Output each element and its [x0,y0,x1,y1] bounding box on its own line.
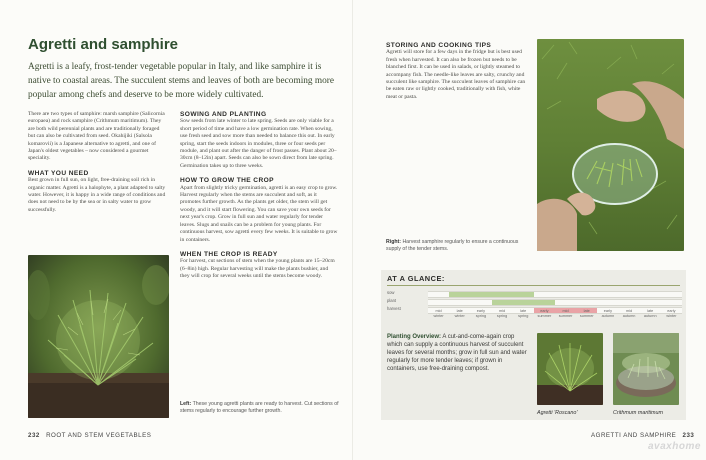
row-label-plant: plant [387,298,397,303]
section-name: AGRETTI AND SAMPHIRE [591,432,677,439]
sow-track [428,291,682,298]
sow-period-bar [449,292,534,297]
at-a-glance-title: AT A GLANCE: [387,274,445,283]
month-label: mid autumn [622,309,636,318]
month-label: late winter [454,309,465,318]
right-folio [591,432,698,439]
month-label: late summer [579,309,594,318]
plant-period-bar [492,300,556,305]
left-folio [28,432,151,439]
intro-paragraph: Agretti is a leafy, frost-tender vegetable popular in Italy, and like samphire it is native to coastal areas. The succulent stems and leaves of both are becoming more popular among chefs and deserve to be more widely cultivated. [28,62,334,100]
storing-column [386,42,531,101]
page-title: Agretti and samphire [28,36,179,53]
grow-text: Apart from slightly tricky germination, agretti is an easy crop to grow. Harvest regularly when the stems are succulent and soft, as it promotes further growth. As the plants get older, the stem will get woody, and it will start flowering. You can save your own seeds for next year's crop. Grow in full sun and water regularly for tender leaves. Slugs and snails can be a problem for young plants. For continuous harvest, sow agretti every few weeks. It is suitable to grow in containers. [180,184,338,243]
month-label: early summer [537,309,552,318]
caption-lead: Left: [180,401,192,407]
agretti-plants-photo [28,255,169,418]
sowing-text: Sow seeds from late winter to late spring. Seeds are only viable for a short period of time and have a low germination rate. When sowing, use fresh seed and sow more than needed to balance this out. In early spring, start the seeds indoors in modules, three or four seeds per module, and plant out after the danger of frost passes. Plant about 20–30cm (8–12in) apart. Seeds can also be sown direct from late spring. Germination takes up to three weeks. [180,118,337,169]
left-column-2 [180,111,338,281]
crithmum-maritimum-photo [613,333,679,405]
row-label-harvest: harvest [387,306,401,311]
storing-text: Agretti will store for a few days in the fridge but is best used fresh when harvested. It can also be frozen but needs to be blanched first. It can be used in salads, or lightly steamed to accompany fish. The needle-like leaves are salty, crunchy and succulent like samphire. The succulent leaves of samphire can be eaten raw or lightly cooked, traditionally with fish, white meat or pasta. [386,49,526,100]
what-you-need-heading: WHAT YOU NEED [28,169,89,177]
month-scale [428,309,682,323]
samphire-harvest-photo [537,39,684,251]
page-number: 232 [28,432,40,439]
sowing-heading: SOWING AND PLANTING [180,111,267,118]
section-name: ROOT AND STEM VEGETABLES [46,432,152,439]
month-label: late autumn [643,309,657,318]
planting-overview [387,333,530,373]
what-you-need-text: Best grown in full sun, on light, free-draining soil rich in organic matter. Agretti is a halophyte, a plant adapted to salty water. However, it is happy in a wide range of conditions and does not need to be by the sea or in salty water to grow successfully. [28,177,166,213]
row-label-sow: sow [387,290,395,295]
overview-text: A cut-and-come-again crop which can supply a continuous harvest of succulent leaves for several months; grow in full sun and water regularly for more tender leaves; if grown in containers, use free-draining compost. [387,334,527,373]
caption-text: Harvest samphire regularly to ensure a continuous supply of the tender stems. [386,239,519,252]
ready-text: For harvest, cut sections of stem when the young plants are 15–20cm (6–8in) high. Regular harvesting will make the plants bushier, and they will crop for several weeks until the stems become woody. [180,258,335,280]
variety-caption-2: Crithmum maritimum [613,410,664,416]
page-number: 233 [682,432,695,439]
left-photo-caption [180,401,340,415]
watermark: avaxhome [648,441,701,452]
caption-lead: Right: [386,239,401,245]
agretti-roscano-photo [537,333,603,405]
overview-lead: Planting Overview: [387,334,442,340]
caption-text: These young agretti plants are ready to harvest. Cut sections of stems regularly to encourage further growth. [180,401,339,414]
month-label: mid summer [558,309,573,318]
left-column-1 [28,111,166,214]
grow-heading: HOW TO GROW THE CROP [180,177,274,185]
month-label: early autumn [601,309,615,318]
month-label: early spring [475,309,487,318]
plant-track [428,299,682,306]
samphire-types-text: There are two types of samphire: marsh samphire (Salicornia europaea) and rock samphire (Crithmum maritimum). They are both wild perennial plants and are traditionally foraged but can also be cultivated from seed. Okahijiki (Salsola komarovii) is a Japanese alternative to agretti, and one of Japan's oldest vegetables – now considered a gourmet speciality. [28,111,165,162]
storing-heading: STORING AND COOKING TIPS [386,42,492,49]
month-label: early winter [666,309,677,318]
month-label: late spring [518,309,529,318]
ready-heading: WHEN THE CROP IS READY [180,250,278,258]
variety-caption-1: Agretti 'Roscano' [537,410,578,416]
glance-divider [387,285,680,286]
month-label: mid spring [496,309,508,318]
right-photo-caption [386,239,526,253]
month-label: mid winter [433,309,444,318]
